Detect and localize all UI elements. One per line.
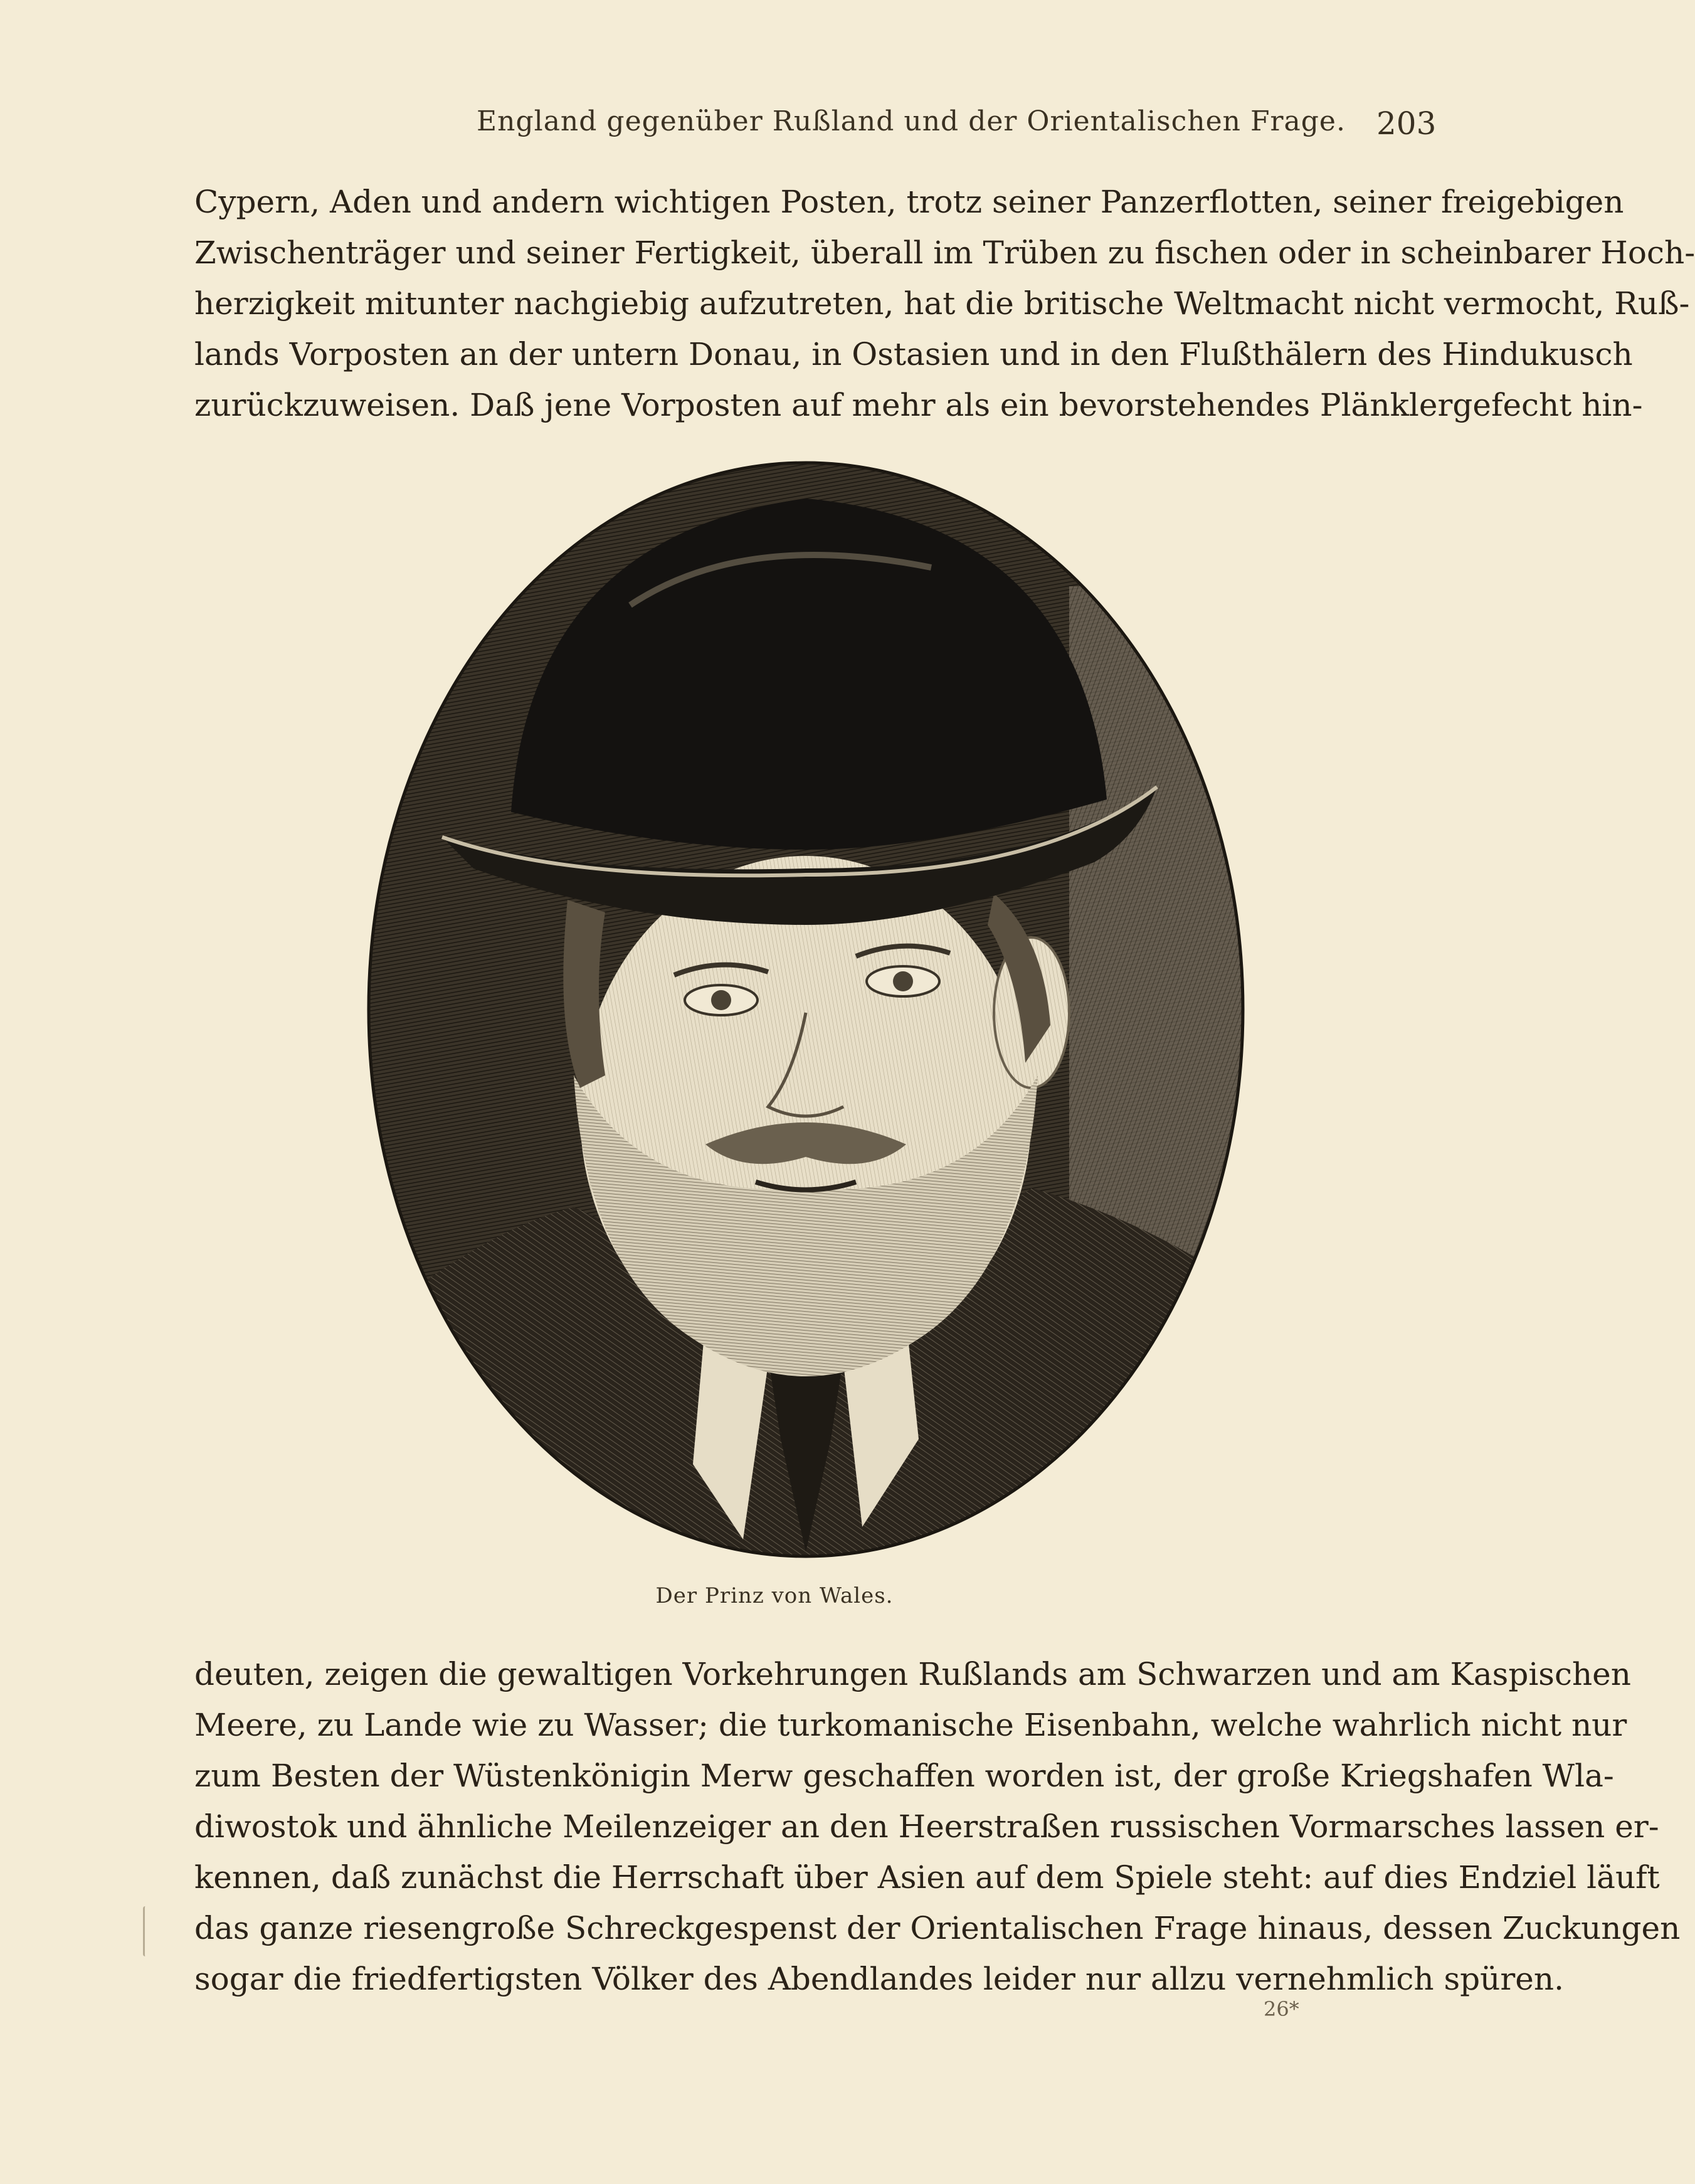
paragraph-bottom	[194, 1649, 1681, 2005]
portrait-illustration	[367, 461, 1245, 1558]
text-line: zurückzuweisen. Daß jene Vorposten auf mehr als ein bevorstehendes Plänklergefecht hin-	[194, 387, 1643, 423]
paragraph-top	[194, 177, 1695, 431]
page-number: 203	[1376, 105, 1437, 142]
margin-mark	[143, 1906, 147, 1956]
signature-mark: 26*	[1264, 1997, 1299, 2021]
text-line: diwostok und ähnliche Meilenzeiger an den Heerstraßen russischen Vormarsches lassen er-	[194, 1808, 1659, 1845]
text-line: Cypern, Aden und andern wichtigen Posten, trotz seiner Panzerflotten, seiner freigebigen	[194, 184, 1624, 220]
text-line: Meere, zu Lande wie zu Wasser; die turkomanische Eisenbahn, welche wahrlich nicht nur	[194, 1707, 1627, 1743]
text-line: kennen, daß zunächst die Herrschaft über Asien auf dem Spiele steht: auf dies Endziel läuft	[194, 1859, 1660, 1896]
text-line: deuten, zeigen die gewaltigen Vorkehrungen Rußlands am Schwarzen und am Kaspischen	[194, 1656, 1631, 1692]
text-line: Zwischenträger und seiner Fertigkeit, überall im Trüben zu fischen oder in scheinbarer Hoch-	[194, 235, 1695, 271]
running-head: England gegenüber Rußland und der Orientalischen Frage.	[477, 105, 1346, 137]
text-line: das ganze riesengroße Schreckgespenst der Orientalischen Frage hinaus, dessen Zuckungen	[194, 1910, 1681, 1946]
text-line: zum Besten der Wüstenkönigin Merw geschaffen worden ist, der große Kriegshafen Wla-	[194, 1758, 1614, 1794]
text-line: sogar die friedfertigsten Völker des Abendlandes leider nur allzu vernehmlich spüren.	[194, 1961, 1564, 1997]
text-line: herzigkeit mitunter nachgiebig aufzutreten, hat die britische Weltmacht nicht vermocht, Ruß-	[194, 285, 1690, 322]
engraved-portrait	[367, 461, 1245, 1558]
text-line: lands Vorposten an der untern Donau, in Ostasien und in den Flußthälern des Hindukusch	[194, 336, 1633, 372]
figure-caption: Der Prinz von Wales.	[655, 1583, 894, 1608]
